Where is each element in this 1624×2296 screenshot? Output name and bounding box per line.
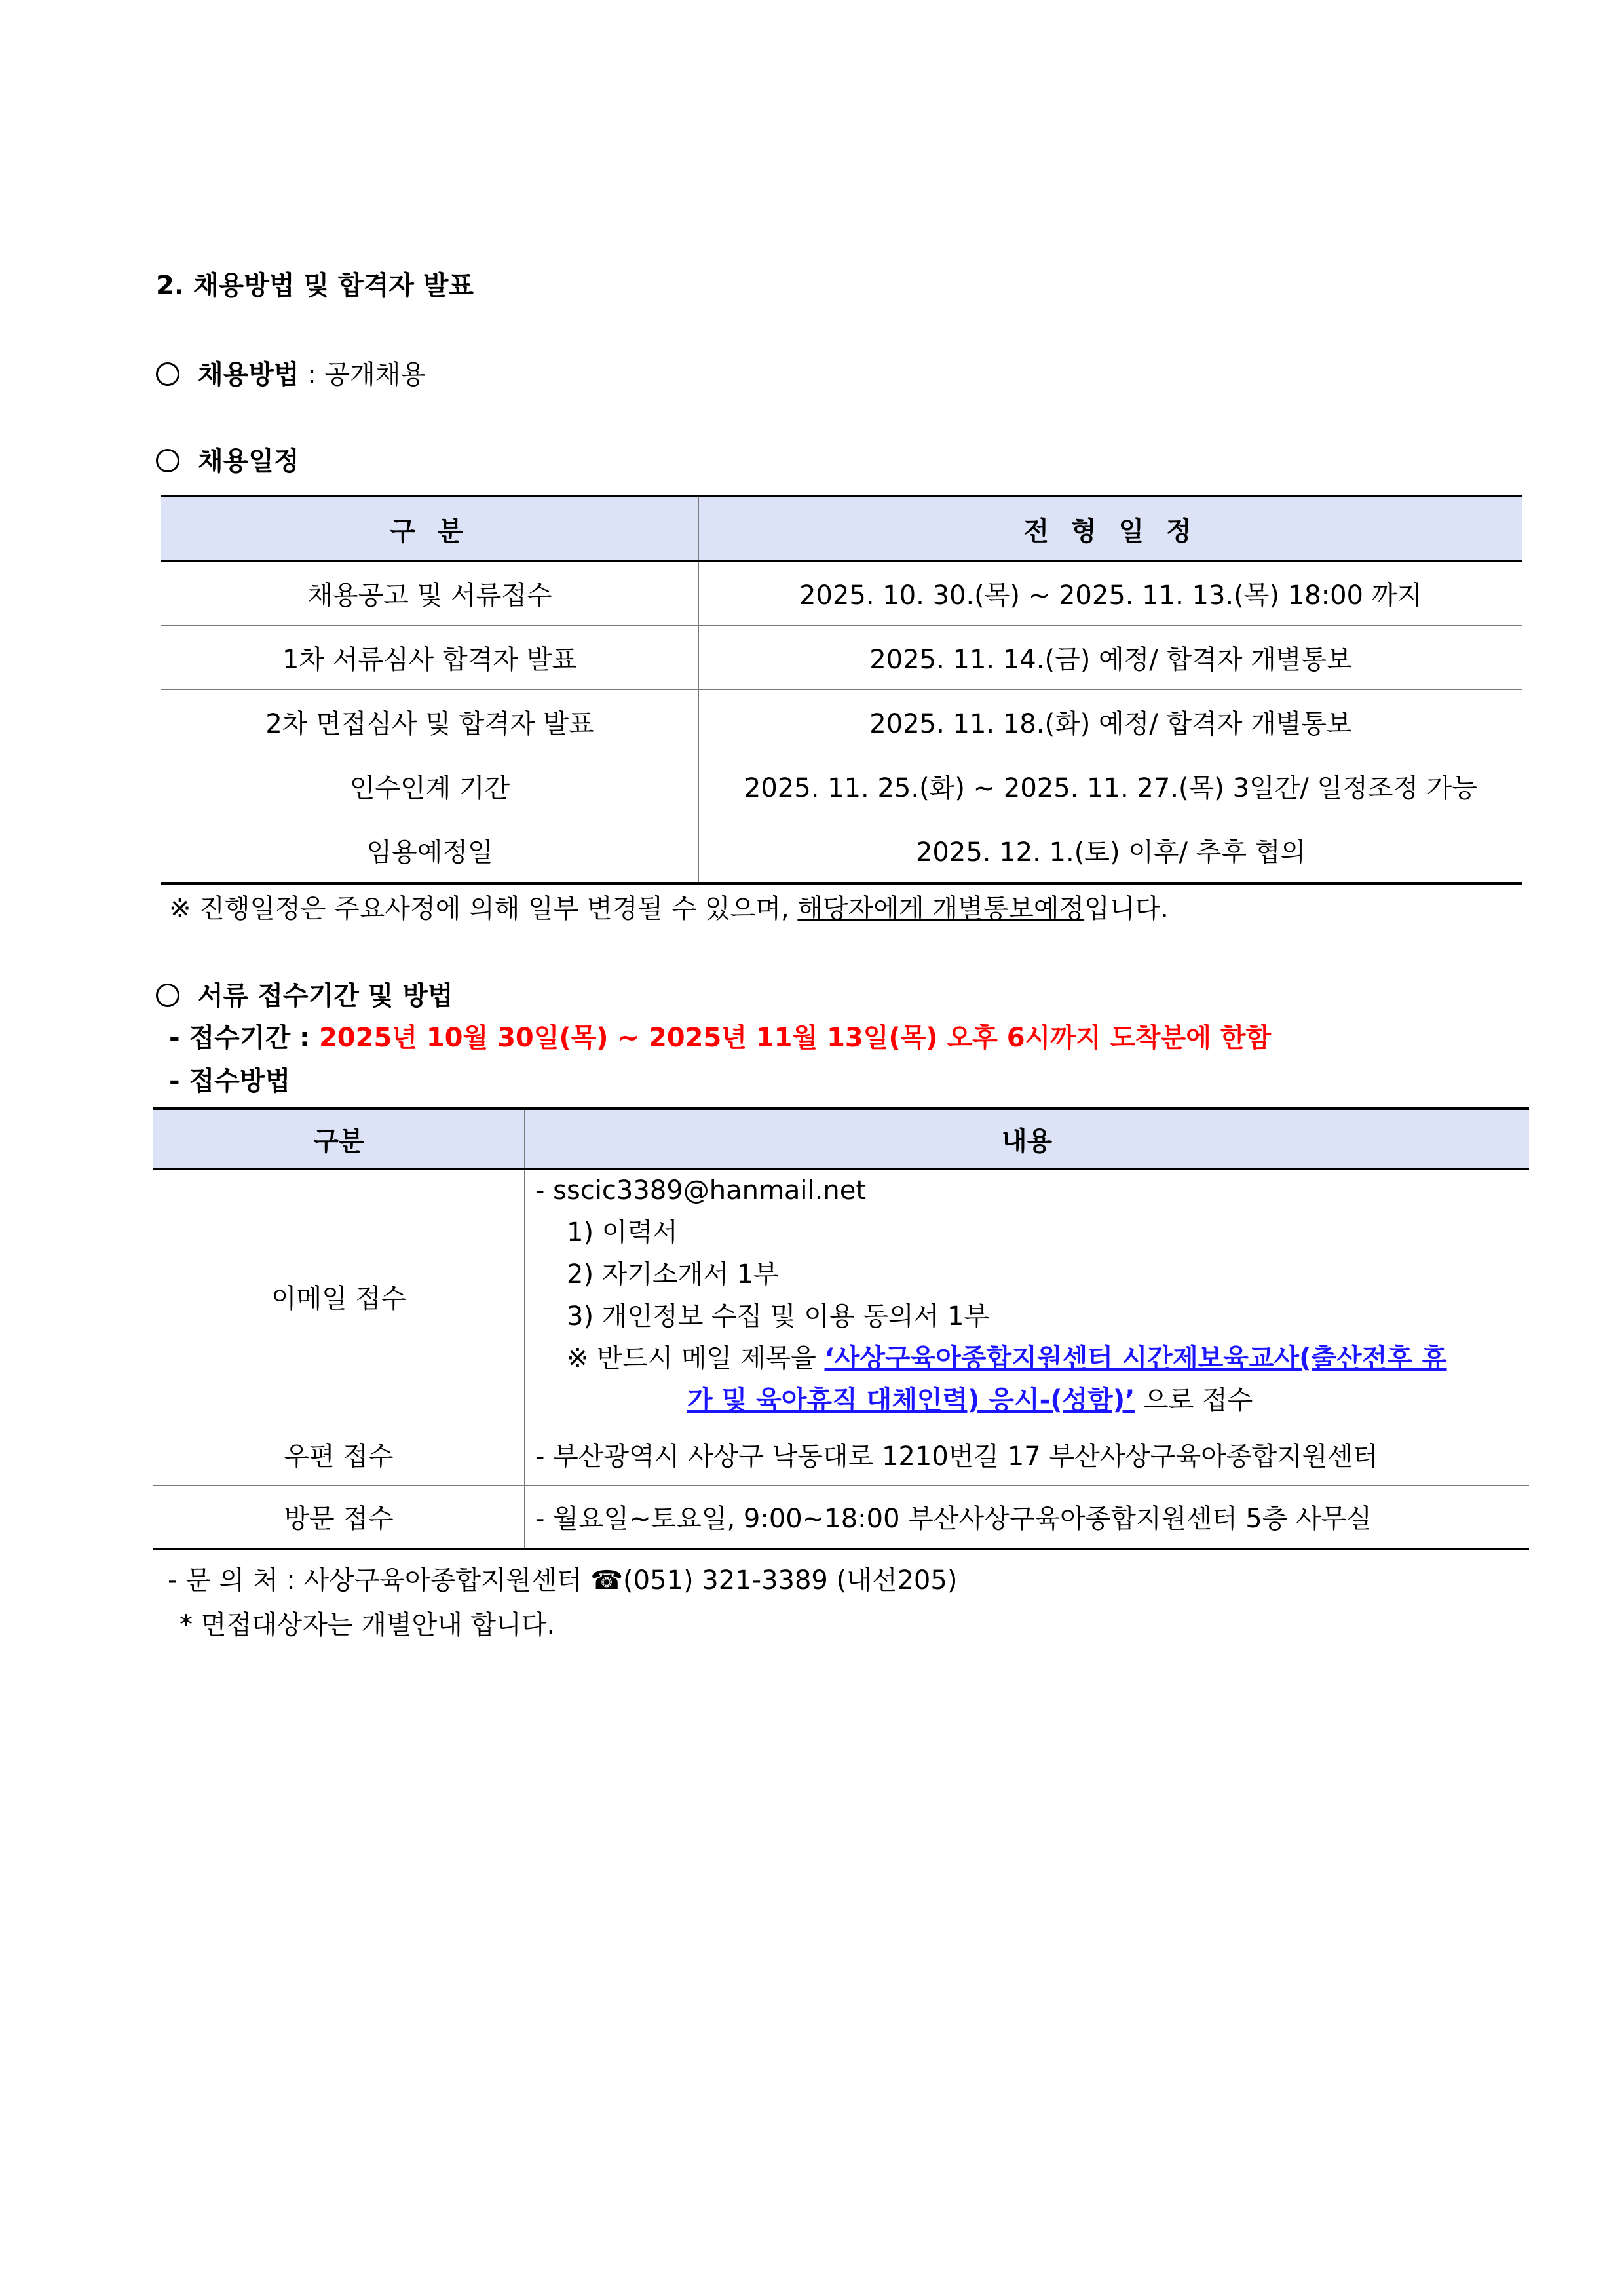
schedule-header-item: 구 분 bbox=[161, 496, 699, 561]
contact-phone: (051) 321-3389 (내선205) bbox=[623, 1565, 958, 1596]
receipt-period-value: 2025년 10월 30일(목) ~ 2025년 11월 13일(목) 오후 6시까지 도착분에 한함 bbox=[318, 1023, 1272, 1053]
table-row bbox=[161, 818, 1522, 884]
contact-label: - 문 의 처 : bbox=[168, 1565, 295, 1596]
table-row bbox=[161, 626, 1522, 690]
schedule-table bbox=[161, 495, 1522, 885]
email-item: 2) 자기소개서 1부 bbox=[567, 1259, 779, 1290]
email-subject-part2: 가 및 육아휴직 대체인력) 응시-(성함)’ bbox=[687, 1385, 1135, 1415]
contact-line bbox=[168, 1559, 957, 1597]
email-item: 3) 개인정보 수집 및 이용 동의서 1부 bbox=[567, 1301, 990, 1331]
schedule-note-suffix: 입니다. bbox=[1084, 894, 1169, 924]
contact-org: 사상구육아종합지원센터 bbox=[303, 1565, 582, 1596]
recruit-method-value: 공개채용 bbox=[324, 360, 426, 390]
schedule-date: 2025. 11. 18.(화) 예정/ 합격자 개별통보 bbox=[699, 690, 1523, 754]
email-subject-part1: ‘사상구육아종합지원센터 시간제보육교사(출산전후 휴 bbox=[824, 1343, 1447, 1373]
schedule-label: 채용일정 bbox=[198, 446, 299, 476]
recruit-method-label: 채용방법 bbox=[198, 360, 299, 390]
schedule-header-row bbox=[161, 496, 1522, 561]
recruit-method-sep: : bbox=[307, 360, 316, 390]
email-content bbox=[525, 1169, 1530, 1423]
receipt-method-label: - 접수방법 bbox=[169, 1066, 291, 1096]
schedule-date: 2025. 10. 30.(목) ~ 2025. 11. 13.(목) 18:00 까지 bbox=[699, 561, 1523, 626]
email-note-cont bbox=[535, 1379, 1529, 1421]
receipt-period-label: - 접수기간 : bbox=[169, 1023, 311, 1053]
schedule-header-date: 전 형 일 정 bbox=[699, 496, 1523, 561]
schedule-item: 인수인계 기간 bbox=[161, 754, 699, 818]
method-header-type: 구분 bbox=[153, 1109, 525, 1169]
table-row bbox=[161, 561, 1522, 626]
schedule-note bbox=[169, 888, 1169, 925]
schedule-date: 2025. 11. 14.(금) 예정/ 합격자 개별통보 bbox=[699, 626, 1523, 690]
table-row bbox=[153, 1169, 1529, 1423]
section-heading: 2. 채용방법 및 합격자 발표 bbox=[156, 271, 474, 301]
schedule-note-prefix: ※ 진행일정은 주요사정에 의해 일부 변경될 수 있으며, bbox=[169, 894, 789, 924]
schedule-item: 임용예정일 bbox=[161, 818, 699, 884]
bullet-circle-icon bbox=[156, 984, 179, 1007]
phone-icon: ☎ bbox=[590, 1565, 624, 1596]
method-type: 방문 접수 bbox=[153, 1486, 525, 1549]
email-note-suffix: 으로 접수 bbox=[1143, 1385, 1253, 1415]
method-header-content: 내용 bbox=[525, 1109, 1530, 1169]
receipt-period bbox=[169, 1017, 1271, 1054]
schedule-date: 2025. 12. 1.(토) 이후/ 추후 협의 bbox=[699, 818, 1523, 884]
schedule-item: 2차 면접심사 및 합격자 발표 bbox=[161, 690, 699, 754]
post-content: - 부산광역시 사상구 낙동대로 1210번길 17 부산사상구육아종합지원센터 bbox=[525, 1423, 1530, 1486]
bullet-circle-icon bbox=[156, 362, 179, 386]
schedule-item: 1차 서류심사 합격자 발표 bbox=[161, 626, 699, 690]
email-note-prefix: ※ 반드시 메일 제목을 bbox=[567, 1343, 816, 1373]
schedule-item: 채용공고 및 서류접수 bbox=[161, 561, 699, 626]
table-row bbox=[153, 1486, 1529, 1549]
table-row bbox=[153, 1423, 1529, 1486]
method-type: 이메일 접수 bbox=[153, 1169, 525, 1423]
table-row bbox=[161, 690, 1522, 754]
visit-content: - 월요일~토요일, 9:00~18:00 부산사상구육아종합지원센터 5층 사무실 bbox=[525, 1486, 1530, 1549]
recruit-method-line bbox=[156, 354, 426, 391]
interview-note: * 면접대상자는 개별안내 합니다. bbox=[179, 1610, 556, 1640]
email-address: - sscic3389@hanmail.net bbox=[535, 1176, 866, 1206]
receipt-label: 서류 접수기간 및 방법 bbox=[198, 981, 453, 1011]
schedule-note-underlined: 해당자에게 개별통보예정 bbox=[797, 894, 1085, 924]
bullet-circle-icon bbox=[156, 449, 179, 472]
receipt-method-table bbox=[153, 1107, 1529, 1550]
email-note bbox=[535, 1337, 1529, 1379]
method-header-row bbox=[153, 1109, 1529, 1169]
receipt-line bbox=[156, 975, 453, 1012]
schedule-line bbox=[156, 440, 299, 478]
table-row bbox=[161, 754, 1522, 818]
schedule-date: 2025. 11. 25.(화) ~ 2025. 11. 27.(목) 3일간/ 일정조정 가능 bbox=[699, 754, 1523, 818]
email-item: 1) 이력서 bbox=[567, 1217, 678, 1248]
method-type: 우편 접수 bbox=[153, 1423, 525, 1486]
